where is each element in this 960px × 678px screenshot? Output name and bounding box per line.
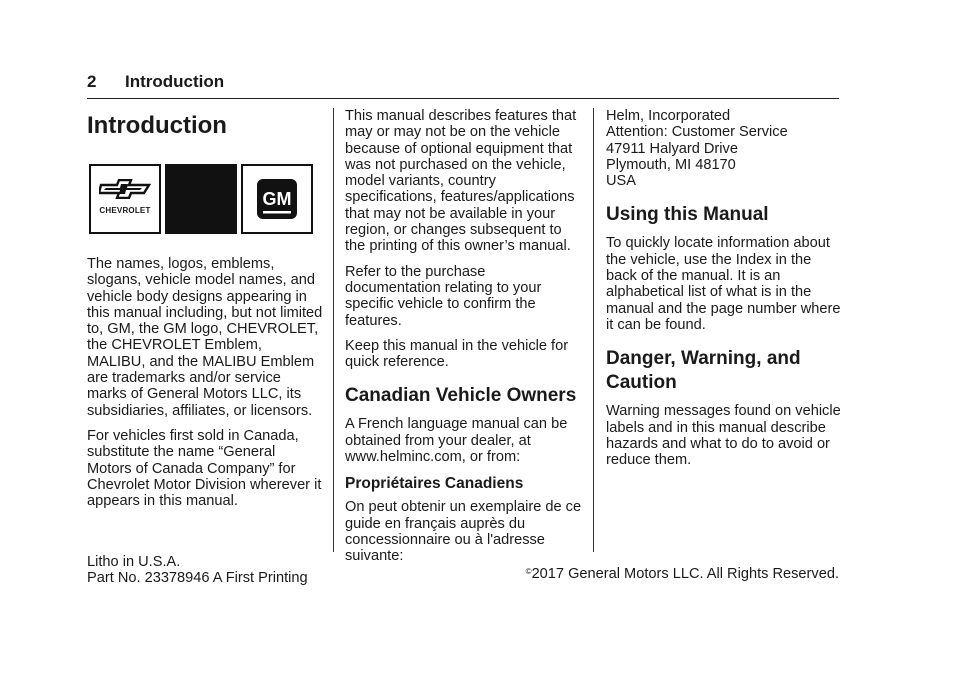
column-divider xyxy=(333,108,334,552)
column-divider xyxy=(593,108,594,552)
canada-paragraph: For vehicles first sold in Canada, substitute the name “General Motors of Canada Company” for Chevrolet Motor Division wherever it appears in this manual. xyxy=(87,427,322,510)
page-header xyxy=(87,72,839,99)
page-number: 2 xyxy=(87,72,97,91)
danger-warning-paragraph: Warning messages found on vehicle labels and in this manual describe hazards and what to do to avoid or reduce them. xyxy=(606,403,841,469)
column-right xyxy=(606,108,842,477)
part-number: Part No. 23378946 A First Printing xyxy=(87,570,308,587)
french-paragraph: On peut obtenir un exemplaire de ce guide en français auprès du concessionnaire ou à l'adresse suivante: xyxy=(345,499,582,565)
page-title: Introduction xyxy=(87,112,227,139)
address-line: 47911 Halyard Drive xyxy=(606,140,738,157)
chevrolet-logo xyxy=(89,164,161,234)
column-left xyxy=(87,108,323,518)
keep-manual-paragraph: Keep this manual in the vehicle for quick reference. xyxy=(345,337,569,371)
copyright-symbol: © xyxy=(525,567,532,576)
canadian-owners-heading: Canadian Vehicle Owners xyxy=(345,385,577,407)
gm-wordmark: GM xyxy=(262,189,292,209)
chevrolet-wordmark: CHEVROLET xyxy=(99,205,151,215)
copyright-text: 2017 General Motors LLC. All Rights Reserved. xyxy=(531,566,839,582)
address-line: Attention: Customer Service xyxy=(606,124,788,141)
purchase-paragraph: Refer to the purchase documentation relating to your specific vehicle to confirm the features. xyxy=(345,263,542,329)
chevrolet-bowtie-icon xyxy=(99,179,151,199)
address-line: Plymouth, MI 48170 xyxy=(606,156,736,173)
canadian-owners-paragraph: A French language manual can be obtained from your dealer, at www.helminc.com, or from: xyxy=(345,416,568,466)
footer-print-info xyxy=(87,554,308,587)
danger-warning-heading: Danger, Warning, and Caution xyxy=(606,348,801,394)
section-title: Introduction xyxy=(125,72,225,91)
features-paragraph: This manual describes features that may or may not be on the vehicle because of optional equipment that was not purchased on the vehicle, model variants, country specifications, features/applications that may not be available in your region, or changes subsequent to the printing of this owner’s manual. xyxy=(345,108,577,255)
using-manual-heading: Using this Manual xyxy=(606,204,769,226)
trademark-paragraph: The names, logos, emblems, slogans, vehicle model names, and vehicle body designs appearing in this manual including, but not limited to, GM, the GM logo, CHEVROLET, the CHEVROLET Emblem, MALIBU, and the MALIBU Emblem are trademarks and/or service marks of General Motors LLC, its subsidiaries, affiliates, or licensors. xyxy=(87,256,323,419)
gm-logo xyxy=(241,164,313,234)
using-manual-paragraph: To quickly locate information about the vehicle, use the Index in the back of the manual. It is an alphabetical list of what is in the manual and the page number where it can be found. xyxy=(606,235,841,333)
proprietaires-heading: Propriétaires Canadiens xyxy=(345,475,524,493)
address-line: USA xyxy=(606,173,637,190)
malibu-emblem-box xyxy=(165,164,237,234)
helm-address xyxy=(606,108,842,189)
footer-copyright xyxy=(526,566,839,582)
column-middle xyxy=(345,108,585,574)
gm-logo-icon xyxy=(255,177,299,221)
address-line: Helm, Incorporated xyxy=(606,108,731,124)
brand-logos xyxy=(89,164,323,234)
litho-text: Litho in U.S.A. xyxy=(87,554,181,570)
